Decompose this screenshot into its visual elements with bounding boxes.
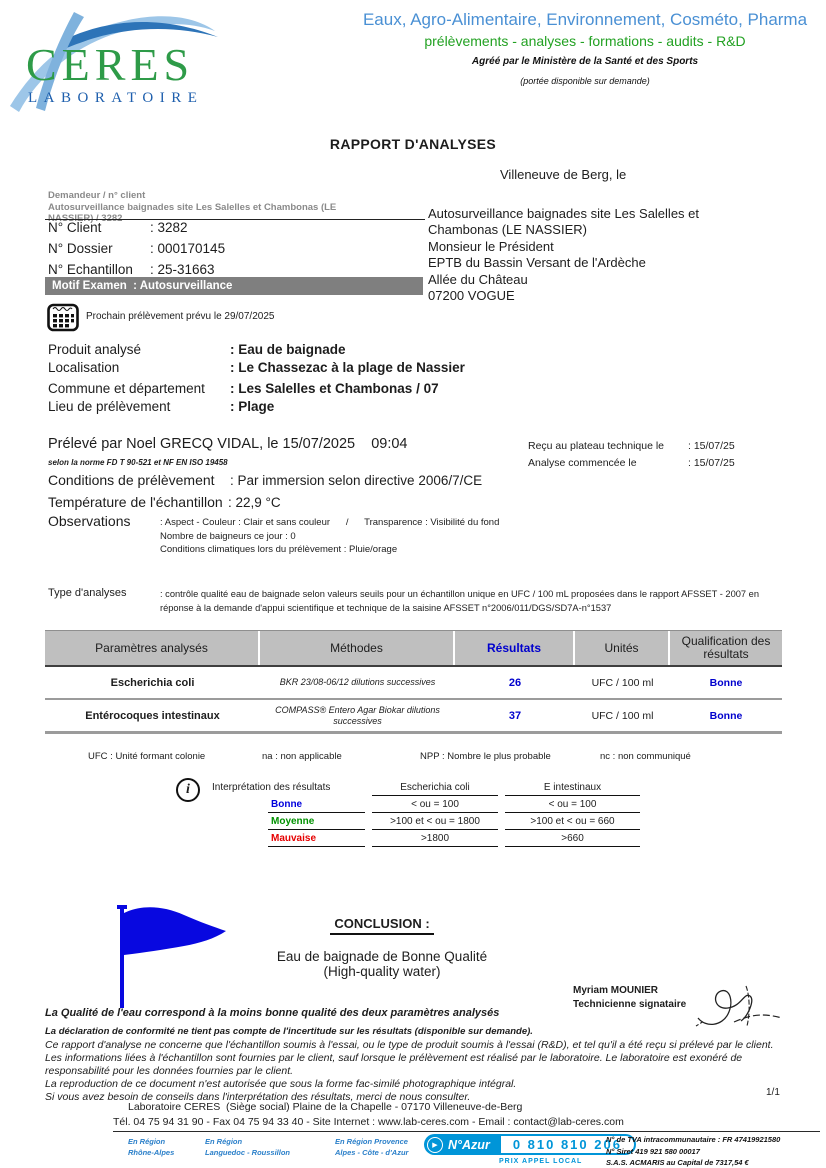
product-label: Produit analysé	[48, 342, 142, 357]
play-icon: ▶	[427, 1137, 443, 1153]
result-value: 37	[508, 709, 522, 722]
signatory-name: Myriam MOUNIER	[573, 985, 659, 996]
liability-disclaimer: Ce rapport d'analyse ne concerne que l'échantillon soumis à l'essai, ou le type de produit soumis à l'essai (R&D), et tel qu'il a été reçu si prélevé par le client. Les informations liées à l'échantillon sont fournies par le client, sauf lorsque le prélèvement est réalisé par le laboratoire. Le laboratoire est exonéré de responsabilité pour les données fournies par le client.	[45, 1039, 774, 1077]
parameter-name: Entérocoques intestinaux	[85, 709, 220, 722]
recipient-address	[428, 206, 699, 304]
observations-line2: Nombre de baigneurs ce jour : 0	[160, 531, 296, 542]
conclusion-block	[252, 915, 512, 979]
recipient-line: 07200 VOGUE	[428, 288, 515, 304]
quality-medium-label: Moyenne	[268, 813, 365, 830]
legend-na: na : non applicable	[262, 751, 342, 762]
analysis-started-label: Analyse commencée le	[528, 457, 637, 469]
vat-number: N° de TVA intracommunautaire : FR 47419921580	[606, 1135, 781, 1144]
page-title: RAPPORT D'ANALYSES	[329, 136, 497, 152]
recipient-line: Chambonas (LE NASSIER)	[428, 222, 587, 238]
sampling-conditions-value: : Par immersion selon directive 2006/7/CE	[230, 473, 483, 488]
signatory-role: Technicienne signataire	[573, 999, 687, 1010]
reproduction-note: La reproduction de ce document n'est autorisée que sous la forme fac-similé photographique intégral.	[45, 1078, 517, 1090]
interpretation-row-good: Bonne < ou = 100 < ou = 100	[268, 796, 640, 813]
method-name: COMPASS® Entero Agar Biokar dilutions successives	[275, 705, 440, 726]
header-qualification: Qualification des résultats	[681, 634, 771, 661]
header-services: prélèvements - analyses - formations - audits - R&D	[424, 33, 746, 49]
interpretation-col-ecoli: Escherichia coli	[372, 779, 498, 796]
recipient-line: EPTB du Bassin Versant de l'Ardèche	[428, 255, 646, 271]
logo-wordmark: CERES	[26, 39, 195, 90]
header-methods: Méthodes	[260, 631, 455, 665]
recipient-line: Autosurveillance baignades site Les Salelles et	[428, 206, 700, 221]
motif-examen-bar: Motif Examen : Autosurveillance	[45, 277, 423, 295]
commune-label: Commune et département	[48, 381, 205, 396]
header-results: Résultats	[455, 631, 575, 665]
region-provence: En Région Provence Alpes - Côte - d'Azur	[335, 1137, 409, 1157]
header-scope-note: (portée disponible sur demande)	[520, 76, 650, 86]
client-number-value: : 3282	[150, 220, 188, 235]
sampling-conditions-label: Conditions de prélèvement	[48, 472, 215, 488]
page-number: 1/1	[766, 1087, 780, 1098]
result-value: 26	[508, 676, 522, 689]
footer-divider	[113, 1131, 820, 1132]
signature-scribble	[692, 980, 784, 1036]
dossier-number-value: : 000170145	[150, 241, 226, 256]
recipient-line: Monsieur le Président	[428, 238, 554, 254]
quality-note: La Qualité de l'eau correspond à la moins bonne qualité des deux paramètres analysés	[45, 1007, 500, 1019]
footer-contact: Tél. 04 75 94 31 90 - Fax 04 75 94 33 40 - Site Internet : www.lab-ceres.com - Email : contact@lab-ceres.com	[113, 1116, 624, 1128]
conclusion-heading: CONCLUSION :	[330, 916, 433, 935]
interpretation-header-row	[268, 779, 640, 796]
results-table	[45, 630, 782, 734]
company-legal-info	[606, 1134, 780, 1168]
capital-info: S.A.S. ACMARIS au Capital de 7317,54 €	[606, 1158, 749, 1167]
conformity-note: La déclaration de conformité ne tient pas compte de l'incertitude sur les résultats (disponible sur demande).	[45, 1026, 533, 1037]
analysis-started-value: : 15/07/25	[688, 457, 735, 469]
region-languedoc: En Région Languedoc - Roussillon	[205, 1137, 291, 1157]
siret-number: N° Siret 419 921 580 00017	[606, 1146, 700, 1156]
observations-line1: : Aspect - Couleur : Clair et sans couleur / Transparence : Visibilité du fond	[160, 517, 500, 528]
azur-brand: ▶ N°Azur	[424, 1134, 499, 1155]
info-icon: i	[176, 778, 200, 802]
interpretation-row-medium: Moyenne >100 et < ou = 1800 >100 et < ou = 660	[268, 813, 640, 830]
product-value: : Eau de baignade	[230, 342, 346, 357]
sample-temperature-label: Température de l'échantillon	[48, 494, 223, 510]
header-accreditation: Agréé par le Ministère de la Santé et des Sports	[471, 56, 699, 67]
blue-flag-icon	[108, 903, 238, 1013]
observations-label: Observations	[48, 513, 131, 529]
unit-value: UFC / 100 ml	[591, 709, 654, 722]
place-date-line: Villeneuve de Berg, le	[500, 167, 627, 182]
interpretation-title: Interprétation des résultats	[212, 782, 331, 793]
dossier-number-label: N° Dossier	[48, 241, 113, 256]
method-name: BKR 23/08-06/12 dilutions successives	[279, 677, 436, 688]
collected-by-line: Prélevé par Noel GRECQ VIDAL, le 15/07/2025 09:04	[48, 436, 408, 452]
requester-line1: Autosurveillance baignades site Les Salelles et Chambonas (LE	[48, 202, 337, 213]
legend-npp: NPP : Nombre le plus probable	[420, 751, 551, 762]
quality-good-label: Bonne	[268, 796, 365, 813]
conclusion-english-line: (High-quality water)	[323, 964, 441, 979]
legend-ufc: UFC : Unité formant colonie	[88, 751, 206, 762]
interpretation-col-eint: E intestinaux	[505, 779, 640, 796]
qualification-badge: Bonne	[709, 676, 743, 689]
results-table-header	[45, 630, 782, 667]
next-sampling-note: Prochain prélèvement prévu le 29/07/2025	[86, 311, 275, 322]
qualification-badge: Bonne	[709, 709, 743, 722]
interpretation-table	[268, 779, 640, 847]
calendar-icon	[47, 302, 79, 332]
header-tagline: Eaux, Agro-Alimentaire, Environnement, Cosméto, Pharma	[362, 10, 808, 29]
azur-phone-badge	[424, 1134, 636, 1155]
requester-divider	[45, 219, 425, 220]
received-label: Reçu au plateau technique le	[528, 440, 665, 452]
advice-note: Si vous avez besoin de conseils dans l'interprétation des résultats, merci de nous consulter.	[45, 1091, 471, 1103]
sample-number-label: N° Echantillon	[48, 262, 133, 277]
parameter-name: Escherichia coli	[110, 676, 195, 689]
received-value: : 15/07/25	[688, 440, 735, 452]
azur-phone-number: 0 810 810 206	[499, 1134, 636, 1155]
location-value: : Le Chassezac à la plage de Nassier	[230, 360, 465, 375]
analysis-type-label: Type d'analyses	[48, 587, 127, 599]
unit-value: UFC / 100 ml	[591, 676, 654, 689]
header-block	[350, 10, 820, 86]
quality-bad-label: Mauvaise	[268, 830, 365, 847]
logo-subtitle: LABORATOIRE	[28, 90, 204, 106]
recipient-line: Allée du Château	[428, 271, 528, 287]
requester-line2: NASSIER) / 3282	[48, 213, 123, 224]
table-row	[45, 700, 782, 734]
client-number-label: N° Client	[48, 220, 102, 235]
sample-temperature-value: : 22,9 °C	[228, 495, 281, 510]
sampling-place-label: Lieu de prélèvement	[48, 399, 171, 414]
analysis-type-text: : contrôle qualité eau de baignade selon valeurs seuils pour un échantillon unique en UFC / 100 mL proposées dans le rapport AFSSET - 2007 en réponse à la demande d'appui scientifique et technique de la saisine AFSSET n°2006/011/DGS/SD7A-n°1537	[160, 589, 759, 613]
sample-number-value: : 25-31663	[150, 262, 215, 277]
conclusion-quality-line: Eau de baignade de Bonne Qualité	[276, 949, 488, 964]
interpretation-row-bad: Mauvaise >1800 >660	[268, 830, 640, 847]
footer-address: Laboratoire CERES (Siège social) Plaine de la Chapelle - 07170 Villeneuve-de-Berg	[128, 1101, 523, 1113]
requester-label: Demandeur / n° client	[48, 190, 146, 201]
legend-nc: nc : non communiqué	[600, 751, 691, 762]
commune-value: : Les Salelles et Chambonas / 07	[230, 381, 439, 396]
region-rhone-alpes: En Région Rhône-Alpes	[128, 1137, 175, 1157]
sampling-norm-note: selon la norme FD T 90-521 et NF EN ISO 19458	[48, 458, 228, 467]
observations-line3: Conditions climatiques lors du prélèvement : Pluie/orage	[160, 544, 398, 555]
table-row	[45, 667, 782, 700]
azur-call-cost-note: PRIX APPEL LOCAL	[499, 1158, 583, 1165]
header-units: Unités	[575, 631, 670, 665]
sampling-place-value: : Plage	[230, 399, 275, 414]
header-parameters: Paramètres analysés	[45, 631, 260, 665]
location-label: Localisation	[48, 360, 120, 375]
